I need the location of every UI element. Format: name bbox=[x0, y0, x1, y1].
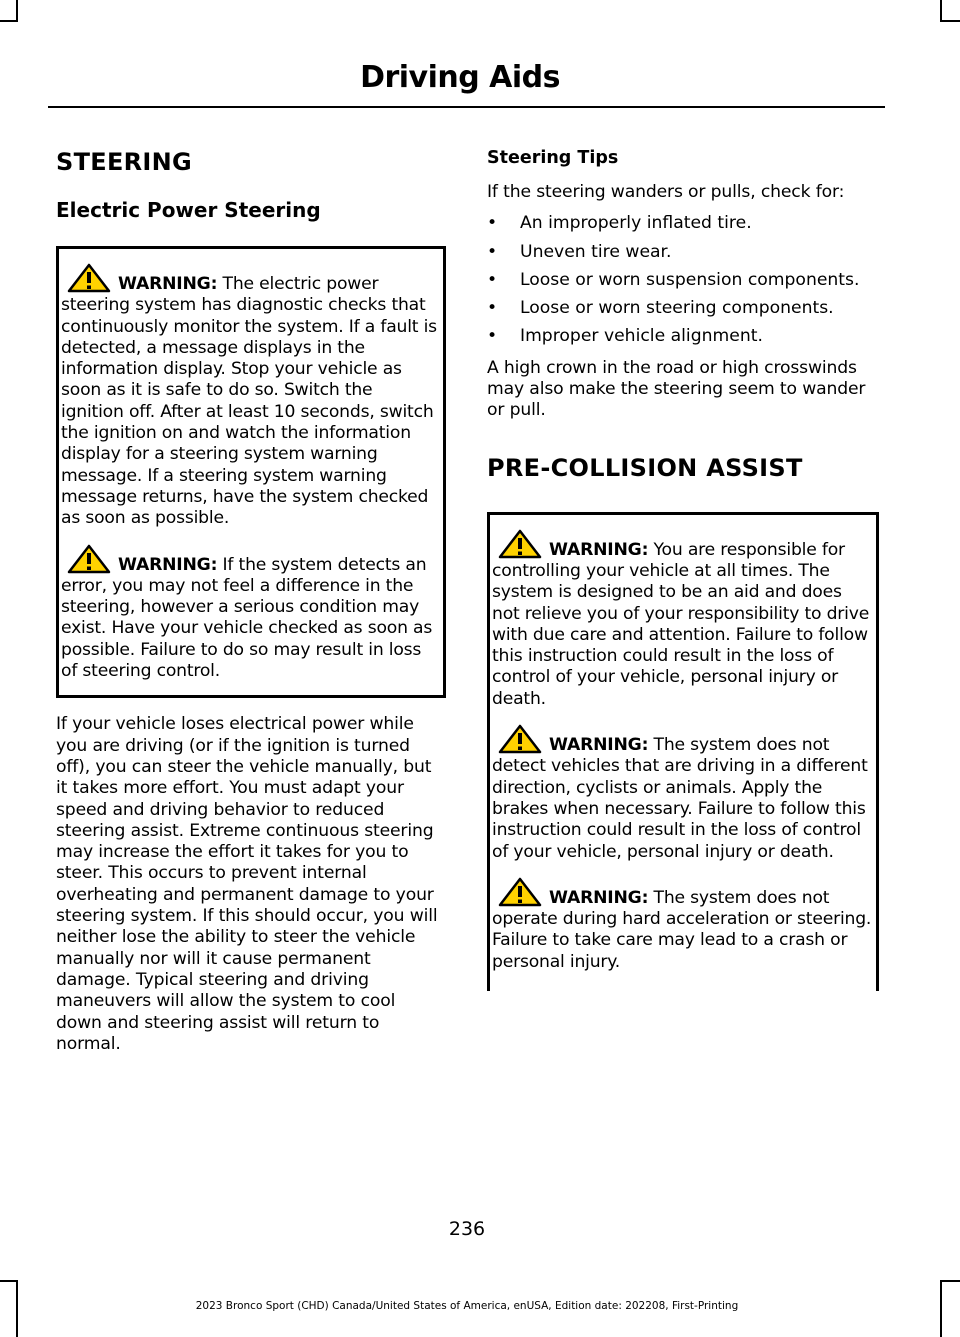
header-divider bbox=[48, 106, 885, 108]
crop-mark bbox=[940, 20, 960, 22]
footer-edition: 2023 Bronco Sport (CHD) Canada/United States of America, enUSA, Edition date: 202208, First-Printing bbox=[195, 1300, 739, 1312]
crop-mark bbox=[0, 1280, 18, 1282]
warning-item bbox=[59, 544, 443, 683]
left-column bbox=[56, 140, 446, 1065]
page-title: Driving Aids bbox=[360, 60, 560, 95]
warning-label: WARNING: bbox=[549, 539, 649, 560]
warning-text: You are responsible for controlling your vehicle at all times. The system is designed to be an aid and does not relieve you of your responsibility to drive with due care and attention. Failure to follow this instruction could result in the loss of control of your vehicle, personal injury or death. bbox=[492, 539, 870, 709]
section-title-steering: STEERING bbox=[56, 148, 193, 176]
warning-triangle-icon bbox=[67, 263, 111, 293]
warning-triangle-icon bbox=[498, 877, 542, 907]
crop-mark bbox=[940, 1280, 960, 1282]
list-item: • Loose or worn suspension components. bbox=[487, 269, 860, 290]
list-item: • Improper vehicle alignment. bbox=[487, 326, 763, 347]
bullet: • bbox=[487, 326, 498, 347]
bullet: • bbox=[487, 298, 498, 319]
body-paragraph: If your vehicle loses electrical power while you are driving (or if the ignition is turned off), you can steer the vehicle manually, but it takes more effort. You must adapt your speed and driving behavior to reduced steering assist. Extreme continuous steering may increase the effort it takes for you to steer. This occurs to prevent internal overheating and permanent damage to your steering system. If this should occur, you will neither lose the ability to steer the vehicle manually nor will it cause permanent damage. Typical steering and driving maneuvers will allow the system to cool down and steering assist will return to normal. bbox=[56, 714, 438, 1054]
warning-triangle-icon bbox=[67, 544, 111, 574]
steering-tips-intro: If the steering wanders or pulls, check for: bbox=[487, 182, 845, 202]
warning-box bbox=[56, 246, 446, 698]
steering-tips-list bbox=[487, 213, 879, 347]
steering-tips-note: A high crown in the road or high crosswinds may also make the steering seem to wander or pull. bbox=[487, 357, 866, 421]
warning-box bbox=[487, 512, 879, 991]
warning-label: WARNING: bbox=[549, 735, 649, 756]
list-item: • Loose or worn steering components. bbox=[487, 298, 834, 319]
crop-mark bbox=[0, 20, 18, 22]
bullet: • bbox=[487, 269, 498, 290]
subsection-title-eps: Electric Power Steering bbox=[56, 198, 321, 222]
warning-label: WARNING: bbox=[549, 887, 649, 908]
bullet: • bbox=[487, 241, 498, 262]
warning-label: WARNING: bbox=[118, 554, 218, 575]
right-column bbox=[487, 140, 879, 1007]
warning-item bbox=[490, 877, 876, 973]
bullet: • bbox=[487, 213, 498, 234]
page-number: 236 bbox=[448, 1218, 486, 1240]
crop-mark bbox=[940, 0, 942, 22]
crop-mark bbox=[940, 1280, 942, 1337]
crop-mark bbox=[16, 0, 18, 22]
warning-text: The electric power steering system has diagnostic checks that continuously monitor the system. If a fault is detected, a message displays in the information display. Stop your vehicle as soon as it is safe to do so. Switch the ignition off. After at least 10 seconds, switch the ignition on and watch the information display for a steering system warning message. If a steering system warning message returns, have the system checked as soon as possible. bbox=[61, 274, 437, 529]
warning-label: WARNING: bbox=[118, 274, 218, 294]
warning-item bbox=[490, 724, 876, 863]
warning-text: The system does not operate during hard acceleration or steering. Failure to take care may lead to a crash or personal injury. bbox=[492, 887, 872, 972]
warning-triangle-icon bbox=[498, 529, 542, 559]
section-title-pre-collision: PRE-COLLISION ASSIST bbox=[487, 453, 803, 482]
warning-item bbox=[59, 263, 443, 530]
warning-item bbox=[490, 529, 876, 710]
list-item: • An improperly inflated tire. bbox=[487, 213, 752, 234]
warning-text: If the system detects an error, you may not feel a difference in the steering, however a serious condition may exist. Have your vehicle checked as soon as possible. Failure to do so may result in loss of steering control. bbox=[61, 554, 433, 682]
warning-triangle-icon bbox=[498, 724, 542, 754]
list-item: • Uneven tire wear. bbox=[487, 241, 672, 262]
warning-text: The system does not detect vehicles that are driving in a different direction, cyclists or animals. Apply the brakes when necessary. Failure to follow this instruction could result in the loss of control of your vehicle, personal injury or death. bbox=[492, 735, 868, 862]
steering-tips-title: Steering Tips bbox=[487, 148, 619, 168]
